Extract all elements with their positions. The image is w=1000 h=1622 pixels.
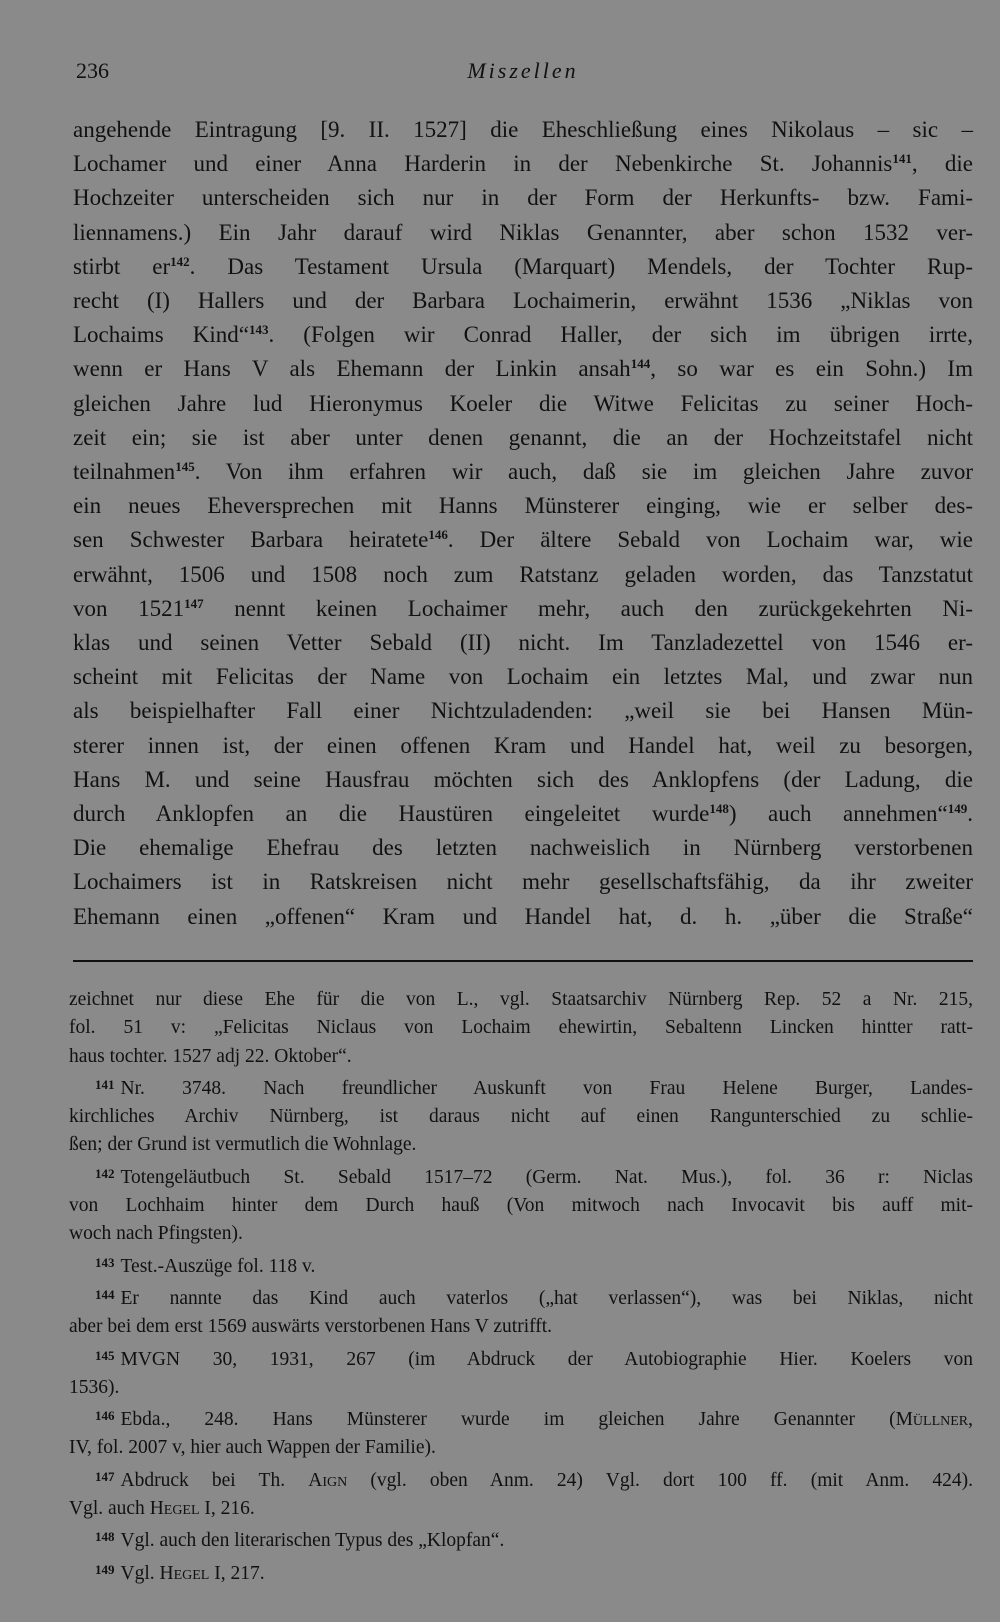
body-line: recht (I) Hallers und der Barbara Lochaimerin, erwähnt 1536 „Niklas von — [73, 288, 973, 314]
footnote-142 — [69, 1160, 973, 1192]
footnote-text: MVGN 30, 1931, 267 (im Abdruck der Autobiographie Hier. Koelers von — [120, 1348, 973, 1370]
author-name: Hegel — [159, 1562, 210, 1584]
footnote-text: Test.-Auszüge fol. 118 v. — [120, 1255, 316, 1277]
footnote-number: 149 — [95, 1561, 115, 1577]
footnote-number: 141 — [95, 1076, 115, 1092]
footnote-text: Vgl. auch — [69, 1498, 150, 1520]
body-line: als beispielhafter Fall einer Nichtzuladenden: „weil sie bei Hansen Mün- — [73, 698, 973, 724]
footnote-line: ßen; der Grund ist vermutlich die Wohnlage. — [69, 1134, 417, 1156]
footnote-number: 145 — [95, 1347, 115, 1363]
footnote-text: Abdruck bei Th. — [120, 1469, 309, 1491]
body-line: Hans M. und seine Hausfrau möchten sich des Anklopfens (der Ladung, die — [73, 766, 973, 792]
footnote-text: Er nannte das Kind auch vaterlos („hat verlassen“), was bei Niklas, nicht — [120, 1287, 973, 1309]
footnote-continued-line: fol. 51 v: „Felicitas Niclaus von Lochaim ehewirtin, Sebaltenn Lincken hintter ratt- — [69, 1017, 973, 1039]
footnote-number: 148 — [95, 1529, 115, 1545]
author-name: Hegel — [149, 1498, 200, 1520]
body-line: sterer innen ist, der einen offenen Kram und Handel hat, weil zu besorgen, — [73, 732, 973, 758]
footnote-number: 143 — [95, 1254, 115, 1270]
body-line: stirbt $er^{142}$. Das Testament Ursula (Marquart) Mendels, der Tochter Rup- — [73, 253, 973, 279]
body-line: sen Schwester Barbara heiratete$^{146}$. Der ältere Sebald von Lochaim war, wie — [73, 527, 974, 553]
body-line: scheint mit Felicitas der Name von Lochaim ein letztes Mal, und zwar nun — [73, 664, 973, 690]
body-line: klas und seinen Vetter Sebald (II) nicht. Im Tanzladezettel von 1546 er- — [73, 630, 973, 656]
footnote-number: 144 — [95, 1286, 115, 1302]
footnote-147 — [69, 1463, 973, 1495]
footnote-149 — [69, 1556, 973, 1588]
body-line: Lochaimers ist in Ratskreisen nicht mehr gesellschaftsfähig, da ihr zweiter — [73, 869, 973, 895]
footnote-text: Vgl. — [120, 1562, 160, 1584]
footnote-line: IV, fol. 2007 v, hier auch Wappen der Familie). — [69, 1437, 436, 1459]
page-header — [73, 50, 973, 90]
running-title: Miszellen — [467, 58, 579, 83]
footnote-number: 146 — [95, 1408, 115, 1424]
footnote-145 — [69, 1342, 973, 1374]
footnote-reference: 144 — [630, 356, 651, 372]
body-line: ein neues Eheversprechen mit Hanns Münsterer einging, wie er selber des- — [73, 493, 973, 519]
footnote-141 — [69, 1071, 973, 1103]
footnote-line: 1536). — [69, 1376, 120, 1398]
footnote-continued-line: haus tochter. 1527 adj 22. Oktober“. — [69, 1045, 352, 1067]
page-number: 236 — [76, 58, 109, 83]
footnote-text: Ebda., 248. Hans Münsterer wurde im gleichen Jahre Genannter ( — [120, 1409, 896, 1431]
footnote-number: 142 — [95, 1165, 115, 1181]
footnote-text: (vgl. oben Anm. 24) Vgl. dort 100 ff. (mit Anm. 424). — [347, 1469, 973, 1491]
body-line: wenn er Hans V als Ehemann der Linkin ansah$^{144}$, so war es ein Sohn.) Im — [73, 356, 973, 382]
footnote-text: , — [968, 1409, 973, 1431]
footnote-line: von Lochhaim hinter dem Durch hauß (Von mitwoch nach Invocavit bis auff mit- — [69, 1195, 973, 1217]
body-line: Lochaims Kind“$^{143}$. (Folgen wir Conrad Haller, der sich im übrigen irrte, — [73, 322, 973, 348]
footnote-144 — [69, 1281, 973, 1313]
footnote-reference: 146 — [428, 527, 448, 543]
footnote-reference: 145 — [175, 459, 195, 475]
body-line: Hochzeiter unterscheiden sich nur in der Form der Herkunfts- bzw. Fami- — [73, 185, 973, 211]
footnote-reference: 149 — [947, 801, 968, 817]
footnote-number: 147 — [95, 1468, 115, 1484]
footnote-146 — [69, 1402, 973, 1434]
footnote-text: Vgl. auch den literarischen Typus des „Klopfan“. — [120, 1530, 505, 1552]
body-line: Ehemann einen „offenen“ Kram und Handel hat, d. h. „über die Straße“ — [73, 903, 973, 929]
footnote-text: Nr. 3748. Nach freundlicher Auskunft von Frau Helene Burger, Landes- — [120, 1077, 973, 1099]
book-page — [69, 50, 974, 1584]
footnote-line — [69, 1495, 973, 1523]
footnote-continued-line: zeichnet nur diese Ehe für die von L., vgl. Staatsarchiv Nürnberg Rep. 52 a Nr. 215, — [69, 989, 973, 1010]
author-name: Aign — [308, 1469, 348, 1491]
footnote-reference: 147 — [184, 595, 204, 611]
footnote-text: I, 217. — [209, 1562, 265, 1584]
body-line: zeit ein; sie ist aber unter denen genannt, die an der Hochzeitstafel nicht — [73, 424, 973, 450]
footnote-line: woch nach Pfingsten). — [69, 1223, 243, 1245]
body-line: von 1521$^{147}$ nennt keinen Lochaimer mehr, auch den zurückgekehrten Ni- — [73, 595, 973, 621]
body-line: erwähnt, 1506 und 1508 noch zum Ratstanz geladen worden, das Tanzstatut — [73, 561, 973, 587]
footnote-143 — [69, 1249, 973, 1281]
footnote-reference: 148 — [709, 801, 729, 817]
footnote-line: kirchliches Archiv Nürnberg, ist daraus nicht auf einen Rangunterschied zu schlie- — [69, 1106, 973, 1128]
body-line: durch Anklopfen an die Haustüren eingeleitet wurde$^{148}$) auch annehmen“$^{149}$. — [73, 801, 973, 827]
footnotes — [69, 986, 973, 1588]
footnote-reference: 143 — [248, 322, 269, 338]
body-line: Lochamer und einer Anna Harderin in der Nebenkirche St. Johannis$^{141}$, die — [73, 151, 973, 177]
footnote-148 — [69, 1523, 973, 1555]
footnote-text: I, 216. — [199, 1498, 255, 1520]
body-line: liennamens.) Ein Jahr darauf wird Niklas Genannter, aber schon 1532 ver- — [73, 219, 973, 245]
body-line: Die ehemalige Ehefrau des letzten nachweislich in Nürnberg verstorbenen — [73, 835, 973, 861]
body-line: gleichen Jahre lud Hieronymus Koeler die Witwe Felicitas zu seiner Hoch- — [73, 390, 973, 416]
body-line: angehende Eintragung [9. II. 1527] die Eheschließung eines Nikolaus – sic – — [73, 117, 973, 142]
footnote-reference: 142 — [170, 253, 190, 269]
main-text — [73, 113, 973, 934]
footnote-line: aber bei dem erst 1569 auswärts verstorbenen Hans V zutrifft. — [69, 1316, 553, 1338]
body-line: teilnahmen$^{145}$. Von ihm erfahren wir auch, daß sie im gleichen Jahre zuvor — [73, 459, 973, 485]
footnote-reference: 141 — [892, 151, 912, 167]
footnote-text: Totengeläutbuch St. Sebald 1517–72 (Germ. Nat. Mus.), fol. 36 r: Niclas — [120, 1166, 973, 1188]
footnote-divider — [73, 960, 973, 962]
author-name: Müllner — [895, 1409, 969, 1431]
